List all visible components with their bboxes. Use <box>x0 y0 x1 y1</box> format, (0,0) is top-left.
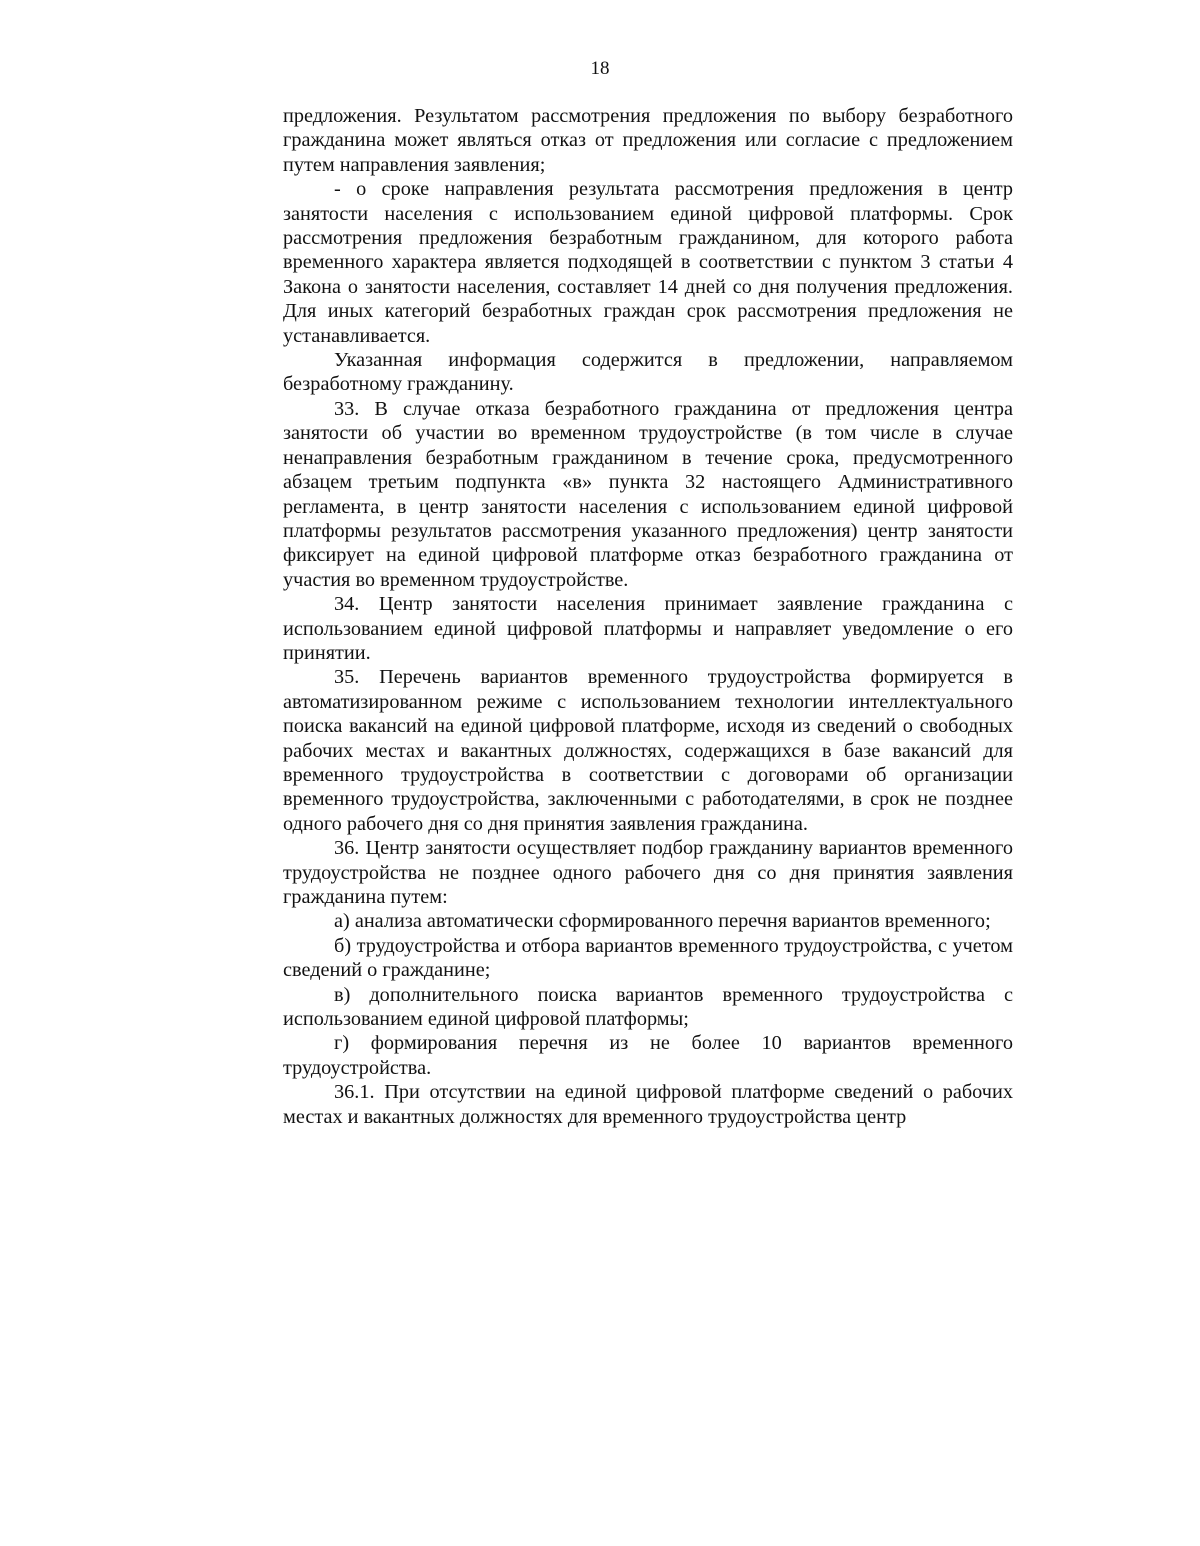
paragraph-subitem-a: а) анализа автоматически сформированного перечня вариантов временного; <box>334 910 991 933</box>
page-number: 18 <box>590 58 610 79</box>
paragraph-subitem-b: б) трудоустройства и отбора вариантов временного трудоустройства, с учетом сведений о гражданине; <box>283 934 1013 982</box>
paragraph-item-36: 36. Центр занятости осуществляет подбор гражданину вариантов временного трудоустройства не позднее одного рабочего дня со дня принятия заявления гражданина путем: <box>283 837 1013 908</box>
paragraph-item-35: 35. Перечень вариантов временного трудоустройства формируется в автоматизированном режиме с использованием технологии интеллектуального поиска вакансий на единой цифровой платформе, исходя из сведений о свободных рабочих местах и вакантных должностях, содержащихся в базе вакансий для временного трудоустройства в соответствии с договорами об организации временного трудоустройства, заключенными с работодателями, в срок не позднее одного рабочего дня со дня принятия заявления гражданина. <box>283 666 1013 835</box>
paragraph-item-33: 33. В случае отказа безработного гражданина от предложения центра занятости об участии во временном трудоустройстве (в том числе в случае ненаправления безработным гражданином в течение срока, предусмотренного абзацем третьим подпункта «в» пункта 32 настоящего Административного регламента, в центр занятости населения с использованием единой цифровой платформы результатов рассмотрения указанного предложения) центр занятости фиксирует на единой цифровой платформе отказ безработного гражданина от участия во временном трудоустройстве. <box>283 397 1013 591</box>
paragraph-info-note: Указанная информация содержится в предложении, направляемом безработному гражданину. <box>283 349 1013 396</box>
paragraph-item-36-1: 36.1. При отсутствии на единой цифровой платформе сведений о рабочих местах и вакантных должностях для временного трудоустройства центр <box>283 1081 1013 1128</box>
paragraph-item-34: 34. Центр занятости населения принимает заявление гражданина с использованием единой цифровой платформы и направляет уведомление о его принятии. <box>283 593 1013 664</box>
paragraph-continuation: предложения. Результатом рассмотрения предложения по выбору безработного гражданина может являться отказ от предложения или согласие с предложением путем направления заявления; <box>283 105 1013 176</box>
paragraph-deadline: - о сроке направления результата рассмотрения предложения в центр занятости населения с использованием единой цифровой платформы. Срок рассмотрения предложения безработным гражданином, для которого работа временного характера является подходящей в соответствии с пунктом 3 статьи 4 Закона о занятости населения, составляет 14 дней со дня получения предложения. Для иных категорий безработных граждан срок рассмотрения предложения не устанавливается. <box>283 178 1013 347</box>
document-body <box>283 104 1013 1129</box>
paragraph-subitem-v: в) дополнительного поиска вариантов временного трудоустройства с использованием единой цифровой платформы; <box>283 983 1013 1031</box>
paragraph-subitem-g: г) формирования перечня из не более 10 вариантов временного трудоустройства. <box>283 1032 1013 1079</box>
